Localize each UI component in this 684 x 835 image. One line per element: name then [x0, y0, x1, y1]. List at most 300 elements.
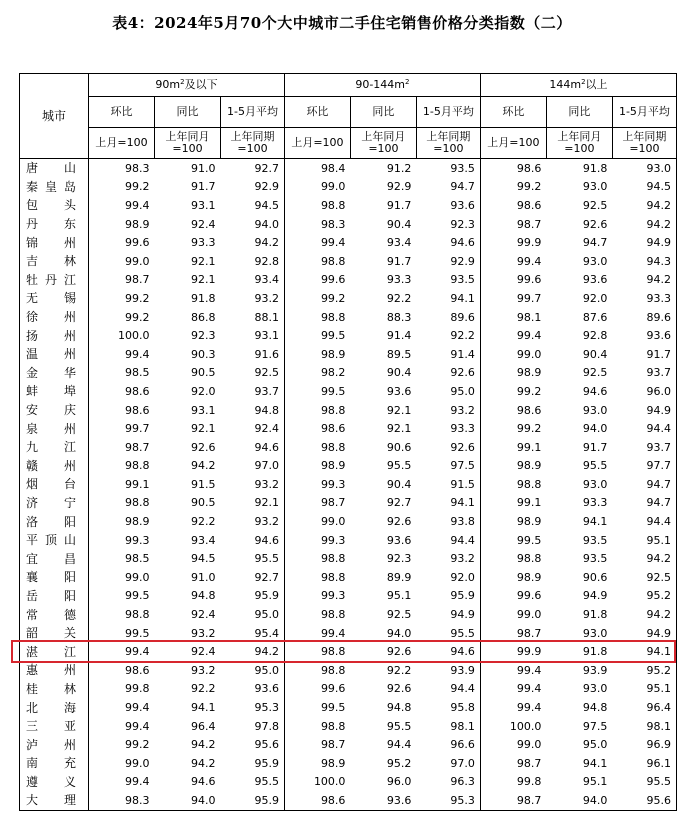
- value-cell: 97.7: [612, 457, 676, 476]
- value-cell: 95.1: [582, 775, 608, 789]
- value-cell: 89.5: [386, 347, 412, 361]
- table-row: [20, 326, 677, 345]
- value-cell: 93.2: [221, 512, 285, 531]
- city-name: [20, 401, 89, 420]
- value-cell: 94.9: [416, 605, 480, 624]
- value-cell: 98.8: [125, 496, 150, 510]
- value-cell: 91.7: [612, 345, 676, 364]
- value-cell: 98.6: [125, 384, 150, 398]
- city-name: [20, 215, 89, 234]
- value-cell: 94.3: [612, 252, 676, 271]
- value-cell: 90.3: [191, 347, 216, 361]
- base-header-mom: 上月=100: [284, 128, 350, 159]
- value-cell: 94.8: [221, 401, 285, 420]
- value-cell: 99.6: [516, 273, 542, 287]
- value-cell: 90.4: [386, 477, 412, 491]
- value-cell: 94.4: [416, 531, 480, 550]
- value-cell: 93.0: [612, 159, 676, 178]
- value-cell: 93.1: [191, 198, 216, 212]
- value-cell: 93.7: [612, 364, 676, 383]
- table-row: [20, 252, 677, 271]
- value-cell: 89.6: [612, 308, 676, 327]
- table-row: [20, 178, 677, 197]
- value-cell: 99.2: [125, 291, 150, 305]
- city-label: 无锡: [26, 291, 76, 306]
- value-cell: 100.0: [313, 775, 346, 789]
- value-cell: 94.7: [582, 236, 608, 250]
- value-cell: 92.1: [386, 422, 412, 436]
- value-cell: 92.9: [416, 252, 480, 271]
- base-header-mom: 上月=100: [89, 128, 155, 159]
- city-name: [20, 271, 89, 290]
- value-cell: 99.6: [320, 682, 346, 696]
- value-cell: 98.8: [320, 608, 346, 622]
- value-cell: 93.3: [386, 273, 412, 287]
- value-cell: 91.8: [582, 645, 608, 659]
- value-cell: 90.6: [582, 570, 608, 584]
- table-row: [20, 624, 677, 643]
- value-cell: 99.4: [516, 682, 542, 696]
- city-column-header: 城市: [20, 74, 89, 159]
- value-cell: 92.6: [386, 682, 412, 696]
- value-cell: 94.4: [612, 512, 676, 531]
- sub-header-mom: 环比: [89, 97, 155, 128]
- value-cell: 99.0: [125, 570, 150, 584]
- sub-header-avg: 1-5月平均: [416, 97, 480, 128]
- value-cell: 94.0: [582, 422, 608, 436]
- city-label: 泸州: [26, 737, 76, 752]
- value-cell: 99.4: [125, 719, 150, 733]
- value-cell: 99.2: [320, 291, 346, 305]
- value-cell: 99.0: [125, 254, 150, 268]
- value-cell: 95.1: [386, 589, 412, 603]
- value-cell: 99.3: [320, 533, 346, 547]
- city-label: 惠州: [26, 663, 76, 678]
- city-label: 金华: [26, 365, 76, 380]
- value-cell: 95.0: [416, 382, 480, 401]
- city-label: 洛阳: [26, 514, 76, 529]
- value-cell: 94.2: [612, 549, 676, 568]
- value-cell: 98.9: [516, 459, 542, 473]
- value-cell: 94.2: [612, 605, 676, 624]
- value-cell: 99.4: [516, 663, 542, 677]
- value-cell: 93.2: [191, 663, 216, 677]
- city-name: [20, 457, 89, 476]
- city-label: 平顶山: [26, 533, 76, 548]
- value-cell: 93.3: [612, 289, 676, 308]
- value-cell: 98.5: [125, 366, 150, 380]
- value-cell: 93.0: [582, 254, 608, 268]
- value-cell: 99.4: [320, 626, 346, 640]
- base-header-avg: 上年同期=100: [612, 128, 676, 159]
- table-row: [20, 233, 677, 252]
- value-cell: 98.7: [320, 496, 346, 510]
- value-cell: 91.0: [191, 161, 216, 175]
- value-cell: 98.8: [125, 459, 150, 473]
- value-cell: 94.8: [191, 589, 216, 603]
- table-row: [20, 661, 677, 680]
- value-cell: 94.6: [416, 642, 480, 661]
- value-cell: 94.8: [386, 701, 412, 715]
- value-cell: 92.1: [191, 422, 216, 436]
- value-cell: 98.9: [320, 756, 346, 770]
- table-row: [20, 717, 677, 736]
- value-cell: 99.2: [516, 422, 542, 436]
- value-cell: 99.8: [516, 775, 542, 789]
- value-cell: 93.6: [221, 680, 285, 699]
- table-row: [20, 549, 677, 568]
- value-cell: 94.2: [191, 459, 216, 473]
- value-cell: 98.1: [516, 310, 542, 324]
- value-cell: 98.9: [125, 217, 150, 231]
- table-row: [20, 791, 677, 810]
- value-cell: 99.6: [320, 273, 346, 287]
- table-row: [20, 382, 677, 401]
- value-cell: 98.8: [320, 310, 346, 324]
- value-cell: 92.9: [386, 180, 412, 194]
- value-cell: 96.1: [612, 754, 676, 773]
- table-row: [20, 568, 677, 587]
- value-cell: 94.1: [582, 515, 608, 529]
- city-label: 桂林: [26, 681, 76, 696]
- value-cell: 94.1: [612, 642, 676, 661]
- value-cell: 98.7: [516, 626, 542, 640]
- table-row: [20, 364, 677, 383]
- value-cell: 94.2: [612, 196, 676, 215]
- value-cell: 92.2: [416, 326, 480, 345]
- value-cell: 94.1: [416, 494, 480, 513]
- value-cell: 93.5: [582, 533, 608, 547]
- city-label: 安庆: [26, 403, 76, 418]
- value-cell: 98.3: [320, 217, 346, 231]
- city-label: 温州: [26, 347, 76, 362]
- value-cell: 95.9: [221, 754, 285, 773]
- value-cell: 94.2: [221, 233, 285, 252]
- value-cell: 91.7: [582, 440, 608, 454]
- value-cell: 94.1: [582, 756, 608, 770]
- value-cell: 98.8: [125, 608, 150, 622]
- value-cell: 97.5: [416, 457, 480, 476]
- value-cell: 99.4: [125, 701, 150, 715]
- value-cell: 92.5: [582, 198, 608, 212]
- value-cell: 92.3: [191, 329, 216, 343]
- value-cell: 92.6: [416, 364, 480, 383]
- table-row: [20, 512, 677, 531]
- value-cell: 95.2: [612, 661, 676, 680]
- value-cell: 97.0: [221, 457, 285, 476]
- value-cell: 93.1: [221, 326, 285, 345]
- value-cell: 98.8: [320, 552, 346, 566]
- value-cell: 98.7: [480, 791, 546, 810]
- city-name: [20, 494, 89, 513]
- value-cell: 90.6: [386, 440, 412, 454]
- value-cell: 92.4: [221, 419, 285, 438]
- value-cell: 94.2: [191, 756, 216, 770]
- value-cell: 95.8: [416, 698, 480, 717]
- city-label: 南充: [26, 756, 76, 771]
- value-cell: 95.0: [582, 738, 608, 752]
- city-name: [20, 178, 89, 197]
- value-cell: 99.4: [516, 254, 542, 268]
- city-name: [20, 717, 89, 736]
- city-name: [20, 587, 89, 606]
- value-cell: 91.4: [416, 345, 480, 364]
- city-label: 湛江: [26, 644, 76, 659]
- city-label: 徐州: [26, 310, 76, 325]
- city-label: 泉州: [26, 421, 76, 436]
- value-cell: 93.4: [386, 236, 412, 250]
- value-cell: 98.9: [320, 347, 346, 361]
- group-header-144-above: $144m^2$以上: [480, 74, 676, 97]
- value-cell: 93.2: [416, 401, 480, 420]
- sub-header-mom: 环比: [480, 97, 546, 128]
- value-cell: 98.8: [320, 254, 346, 268]
- table-row: [20, 289, 677, 308]
- value-cell: 98.6: [125, 403, 150, 417]
- value-cell: 92.8: [221, 252, 285, 271]
- value-cell: 94.0: [221, 215, 285, 234]
- value-cell: 92.3: [416, 215, 480, 234]
- city-label: 韶关: [26, 626, 76, 641]
- value-cell: 95.5: [221, 773, 285, 792]
- value-cell: 92.5: [612, 568, 676, 587]
- value-cell: 93.0: [582, 403, 608, 417]
- value-cell: 92.0: [191, 384, 216, 398]
- value-cell: 94.5: [191, 552, 216, 566]
- value-cell: 93.2: [221, 289, 285, 308]
- value-cell: 94.5: [612, 178, 676, 197]
- value-cell: 99.0: [320, 515, 346, 529]
- value-cell: 99.9: [516, 645, 542, 659]
- table-row: [20, 531, 677, 550]
- value-cell: 97.0: [416, 754, 480, 773]
- table-row: [20, 773, 677, 792]
- city-label: 蚌埠: [26, 384, 76, 399]
- value-cell: 92.2: [191, 515, 216, 529]
- value-cell: 98.7: [125, 440, 150, 454]
- table-row: [20, 308, 677, 327]
- value-cell: 95.0: [221, 605, 285, 624]
- sub-header-avg: 1-5月平均: [221, 97, 285, 128]
- value-cell: 93.6: [386, 533, 412, 547]
- value-cell: 93.9: [416, 661, 480, 680]
- value-cell: 90.4: [582, 347, 608, 361]
- city-name: [20, 382, 89, 401]
- value-cell: 92.6: [386, 645, 412, 659]
- city-label: 吉林: [26, 254, 76, 269]
- value-cell: 95.5: [221, 549, 285, 568]
- value-cell: 99.3: [125, 533, 150, 547]
- value-cell: 90.4: [386, 366, 412, 380]
- value-cell: 99.4: [125, 198, 150, 212]
- group-header-90-below: $90m^2$及以下: [89, 74, 285, 97]
- value-cell: 98.2: [320, 366, 346, 380]
- value-cell: 99.0: [516, 347, 542, 361]
- city-label: 常德: [26, 607, 76, 622]
- city-name: [20, 680, 89, 699]
- value-cell: 93.4: [191, 533, 216, 547]
- value-cell: 92.7: [386, 496, 412, 510]
- value-cell: 96.4: [191, 719, 216, 733]
- value-cell: 99.2: [125, 180, 150, 194]
- price-index-table: [19, 73, 677, 811]
- city-name: [20, 605, 89, 624]
- value-cell: 94.4: [386, 738, 412, 752]
- value-cell: 95.2: [386, 756, 412, 770]
- value-cell: 93.4: [221, 271, 285, 290]
- value-cell: 93.0: [582, 477, 608, 491]
- value-cell: 98.7: [516, 756, 542, 770]
- value-cell: 92.1: [386, 403, 412, 417]
- value-cell: 94.2: [612, 271, 676, 290]
- value-cell: 90.5: [191, 366, 216, 380]
- value-cell: 92.0: [582, 291, 608, 305]
- value-cell: 95.6: [612, 791, 676, 810]
- value-cell: 93.1: [191, 403, 216, 417]
- value-cell: 98.8: [320, 570, 346, 584]
- value-cell: 91.7: [386, 198, 412, 212]
- sub-header-yoy: 同比: [546, 97, 612, 128]
- value-cell: 98.8: [320, 403, 346, 417]
- value-cell: 92.9: [221, 178, 285, 197]
- city-name: [20, 568, 89, 587]
- value-cell: 96.6: [416, 735, 480, 754]
- value-cell: 94.2: [612, 215, 676, 234]
- value-cell: 93.0: [582, 626, 608, 640]
- value-cell: 91.8: [191, 291, 216, 305]
- value-cell: 94.2: [221, 642, 285, 661]
- table-row: [20, 457, 677, 476]
- city-label: 北海: [26, 700, 76, 715]
- value-cell: 94.6: [416, 233, 480, 252]
- value-cell: 94.2: [191, 738, 216, 752]
- city-name: [20, 698, 89, 717]
- value-cell: 99.1: [516, 440, 542, 454]
- value-cell: 94.4: [612, 419, 676, 438]
- city-label: 秦皇岛: [26, 179, 76, 194]
- city-name: [20, 773, 89, 792]
- value-cell: 93.7: [612, 438, 676, 457]
- value-cell: 98.6: [516, 198, 542, 212]
- city-name: [20, 791, 89, 810]
- value-cell: 99.2: [516, 180, 542, 194]
- value-cell: 99.3: [320, 589, 346, 603]
- city-label: 牡丹江: [26, 272, 76, 287]
- value-cell: 95.9: [221, 791, 285, 810]
- table-row: [20, 698, 677, 717]
- value-cell: 92.5: [221, 364, 285, 383]
- value-cell: 98.6: [516, 161, 542, 175]
- city-label: 烟台: [26, 477, 76, 492]
- city-label: 唐山: [26, 161, 76, 176]
- value-cell: 98.8: [516, 552, 542, 566]
- city-name: [20, 196, 89, 215]
- base-header-yoy: 上年同月=100: [350, 128, 416, 159]
- city-label: 遵义: [26, 774, 76, 789]
- value-cell: 98.7: [125, 273, 150, 287]
- value-cell: 96.4: [612, 698, 676, 717]
- base-header-mom: 上月=100: [480, 128, 546, 159]
- value-cell: 93.9: [582, 663, 608, 677]
- table-row: [20, 438, 677, 457]
- value-cell: 92.4: [191, 217, 216, 231]
- value-cell: 95.1: [612, 680, 676, 699]
- value-cell: 91.7: [191, 180, 216, 194]
- value-cell: 92.6: [386, 515, 412, 529]
- value-cell: 95.3: [221, 698, 285, 717]
- value-cell: 93.3: [416, 419, 480, 438]
- table-row: [20, 494, 677, 513]
- value-cell: 92.1: [221, 494, 285, 513]
- value-cell: 88.3: [386, 310, 412, 324]
- value-cell: 94.1: [191, 701, 216, 715]
- value-cell: 92.5: [582, 366, 608, 380]
- city-name: [20, 531, 89, 550]
- table-row: [20, 345, 677, 364]
- table-row: [20, 587, 677, 606]
- table-row: [20, 419, 677, 438]
- value-cell: 95.5: [386, 459, 412, 473]
- value-cell: 92.6: [191, 440, 216, 454]
- city-label: 丹东: [26, 217, 76, 232]
- table-body: [20, 159, 677, 811]
- value-cell: 92.6: [582, 217, 608, 231]
- city-name: [20, 624, 89, 643]
- value-cell: 94.6: [582, 384, 608, 398]
- value-cell: 98.6: [284, 791, 350, 810]
- value-cell: 89.9: [386, 570, 412, 584]
- value-cell: 87.6: [582, 310, 608, 324]
- value-cell: 98.5: [125, 552, 150, 566]
- value-cell: 100.0: [509, 719, 542, 733]
- value-cell: 94.1: [416, 289, 480, 308]
- value-cell: 94.0: [386, 626, 412, 640]
- value-cell: 96.3: [416, 773, 480, 792]
- city-name: [20, 345, 89, 364]
- value-cell: 93.6: [350, 791, 416, 810]
- value-cell: 95.3: [416, 791, 480, 810]
- value-cell: 92.4: [191, 645, 216, 659]
- value-cell: 99.0: [516, 738, 542, 752]
- city-label: 三亚: [26, 719, 76, 734]
- value-cell: 92.6: [416, 438, 480, 457]
- city-name: [20, 512, 89, 531]
- value-cell: 99.3: [320, 477, 346, 491]
- value-cell: 99.4: [516, 701, 542, 715]
- value-cell: 93.0: [582, 682, 608, 696]
- value-cell: 99.7: [516, 291, 542, 305]
- value-cell: 99.5: [320, 701, 346, 715]
- value-cell: 94.0: [155, 791, 221, 810]
- value-cell: 92.1: [191, 254, 216, 268]
- value-cell: 98.8: [320, 645, 346, 659]
- value-cell: 90.5: [191, 496, 216, 510]
- value-cell: 99.0: [320, 180, 346, 194]
- group-header-90-144: $90-144m^2$: [284, 74, 480, 97]
- city-name: [20, 549, 89, 568]
- value-cell: 98.7: [516, 217, 542, 231]
- value-cell: 92.3: [386, 552, 412, 566]
- city-name: [20, 754, 89, 773]
- table-row: [20, 680, 677, 699]
- base-header-yoy: 上年同月=100: [155, 128, 221, 159]
- city-label: 九江: [26, 440, 76, 455]
- value-cell: 93.3: [191, 236, 216, 250]
- city-name: [20, 233, 89, 252]
- city-label: 宜昌: [26, 551, 76, 566]
- value-cell: 98.8: [320, 663, 346, 677]
- value-cell: 94.9: [612, 401, 676, 420]
